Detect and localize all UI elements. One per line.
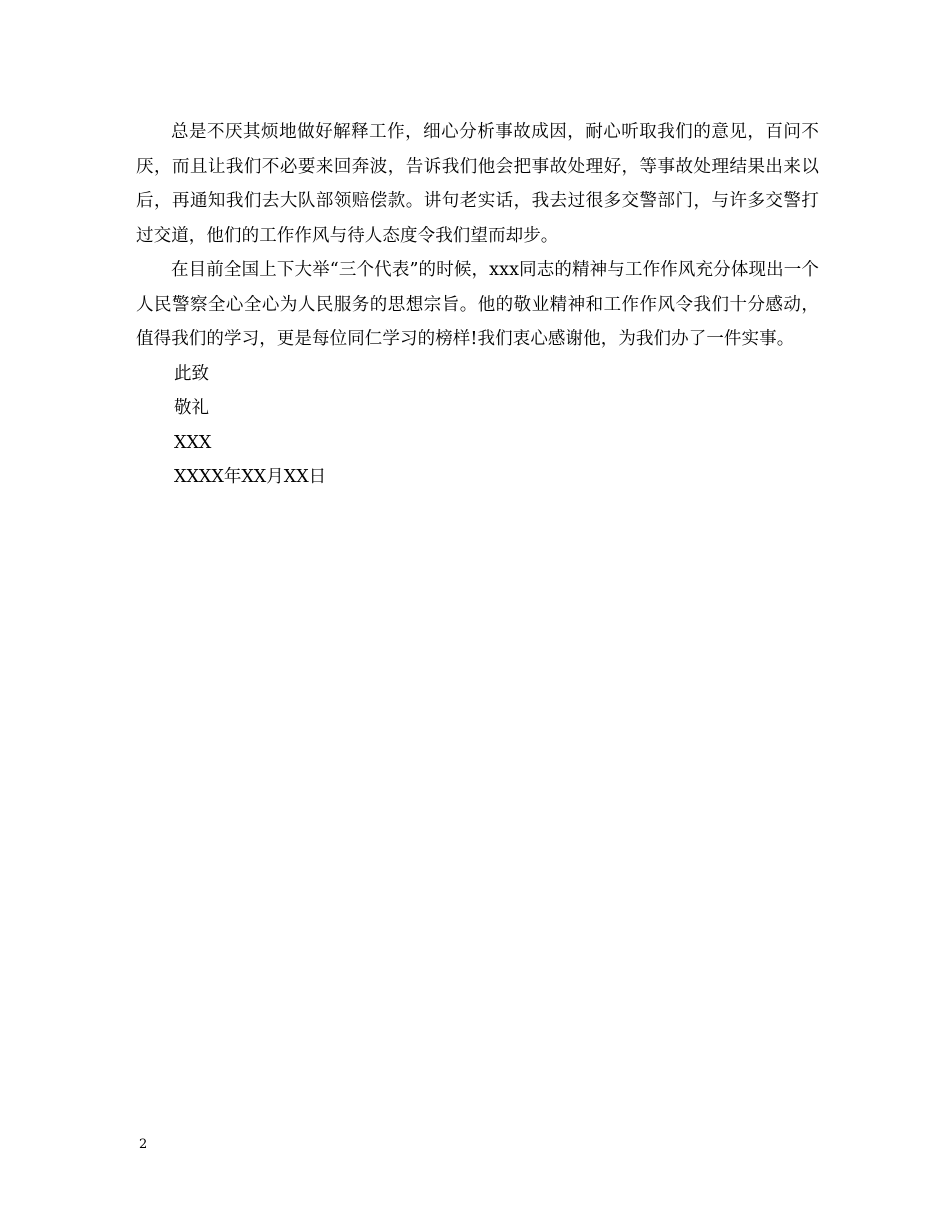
paragraph-complaint-handling: 总是不厌其烦地做好解释工作，细心分析事故成因，耐心听取我们的意见，百问不厌，而且让我们不必要来回奔波，告诉我们他会把事故处理好，等事故处理结果出来以后，再通知我们去大队部领赔偿款。讲句老实话，我去过很多交警部门，与许多交警打过交道，他们的工作作风与待人态度令我们望而却步。 [136, 122, 819, 246]
signature: XXX [174, 432, 212, 453]
letter-body [136, 115, 819, 495]
paragraph-praise: 在目前全国上下大举“三个代表”的时候，xxx同志的精神与工作作风充分体现出一个人民警察全心全心为人民服务的思想宗旨。他的敬业精神和工作作风令我们十分感动，值得我们的学习，更是每位同仁学习的榜样!我们衷心感谢他，为我们办了一件实事。 [136, 260, 819, 349]
page-number: 2 [139, 1137, 148, 1152]
closing-regards: 敬礼 [174, 398, 209, 418]
closing-salutation: 此致 [174, 363, 209, 384]
letter-date: XXXX年XX月XX日 [174, 467, 327, 487]
